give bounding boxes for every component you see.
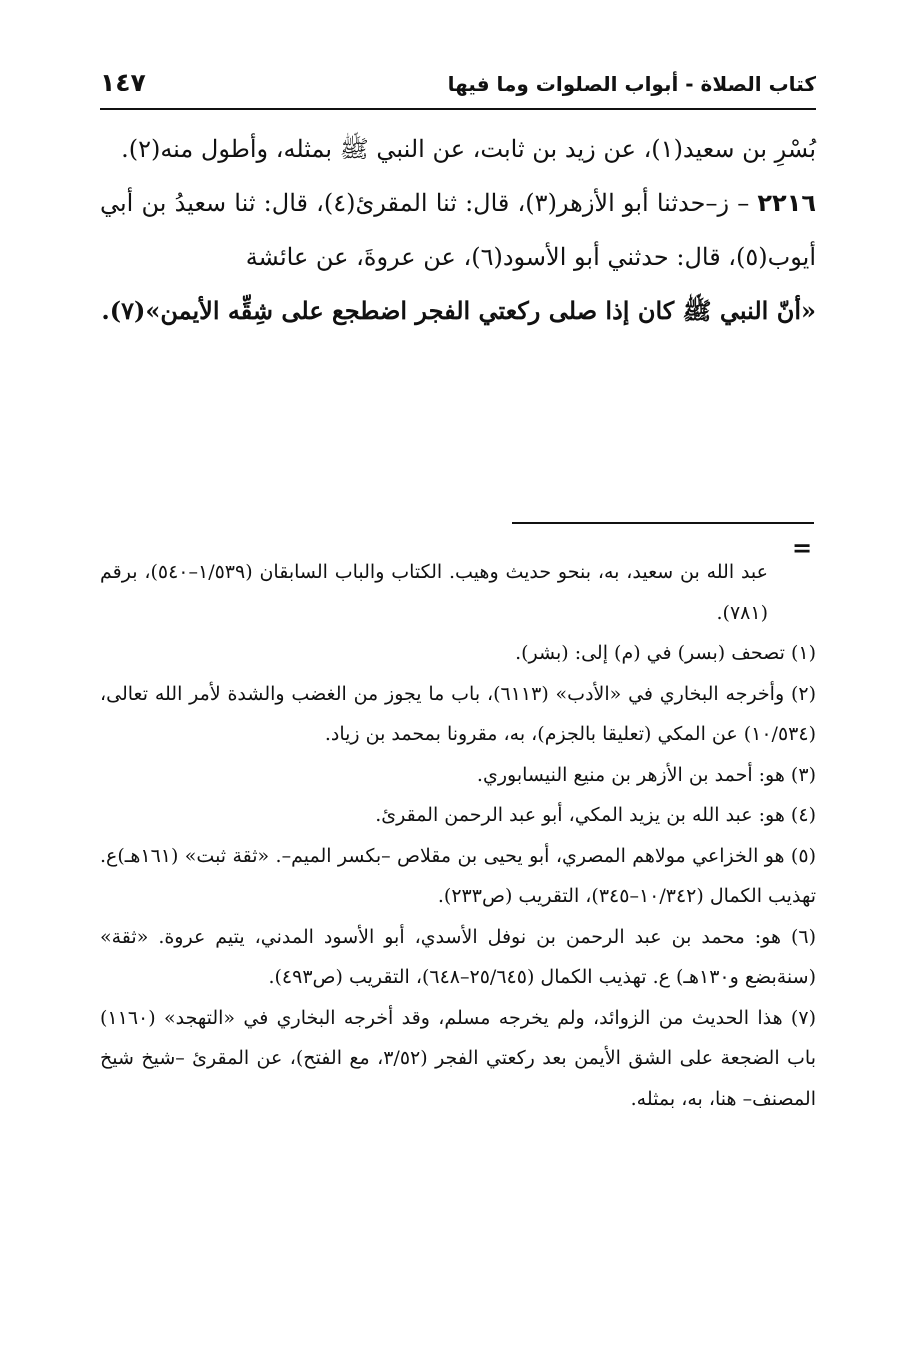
hadith-number: ٢٢١٦ bbox=[757, 189, 816, 217]
header-rule bbox=[100, 108, 816, 110]
footnote-4: (٤) هو: عبد الله بن يزيد المكي، أبو عبد الرحمن المقرئ. bbox=[375, 804, 816, 826]
footnote-3: (٣) هو: أحمد بن الأزهر بن منيع النيسابوري. bbox=[476, 763, 816, 786]
footnote-continuation-mark: = bbox=[792, 534, 813, 562]
page-number: ١٤٧ bbox=[100, 68, 146, 97]
running-header bbox=[100, 68, 816, 108]
hadith-paragraph bbox=[100, 176, 816, 284]
footnote-separator bbox=[512, 522, 814, 524]
footnote-1: (١) تصحف (بسر) في (م) إلى: (بشر). bbox=[515, 642, 816, 664]
running-header-title: كتاب الصلاة - أبواب الصلوات وما فيها bbox=[447, 72, 816, 96]
continued-isnad-line: بُسْرِ بن سعيد(١)، عن زيد بن ثابت، عن النبي ﷺ بمثله، وأطول منه(٢). bbox=[121, 135, 816, 163]
footnote-continued-text: عبد الله بن سعيد، به، بنحو حديث وهيب. الكتاب والباب السابقان (١/٥٣٩–٥٤٠)، برقم (٧٨١). bbox=[100, 561, 768, 624]
hadith-matn: «أنّ النبي ﷺ كان إذا صلى ركعتي الفجر اضطجع على شِقِّه الأيمن»(٧). bbox=[101, 296, 816, 325]
footnote-5: (٥) هو الخزاعي مولاهم المصري، أبو يحيى بن مقلاص –بكسر الميم–. «ثقة ثبت» (١٦١هـ)ع. تهذيب الكمال (١٠/٣٤٢–٣٤٥)، التقريب (ص٢٣٣). bbox=[100, 844, 816, 907]
hadith-isnad: – ز–حدثنا أبو الأزهر(٣)، قال: ثنا المقرئ(٤)، قال: ثنا سعيدُ بن أبي أيوب(٥)، قال: حدثني أبو الأسود(٦)، عن عروةَ، عن عائشة bbox=[100, 189, 816, 271]
footnote-7: (٧) هذا الحديث من الزوائد، ولم يخرجه مسلم، وقد أخرجه البخاري في «التهجد» (١١٦٠) باب الضجعة على الشق الأيمن بعد ركعتي الفجر (٣/٥٢، مع الفتح)، عن المقرئ –شيخ شيخ المصنف– هنا، به، بمثله. bbox=[100, 1006, 816, 1110]
footnote-6: (٦) هو: محمد بن عبد الرحمن بن نوفل الأسدي، أبو الأسود المدني، يتيم عروة. «ثقة» (سنةبضع و١٣٠هـ) ع. تهذيب الكمال (٢٥/٦٤٥–٦٤٨)، التقريب (ص٤٩٣). bbox=[100, 925, 816, 988]
footnotes bbox=[100, 552, 816, 1119]
footnote-2: (٢) وأخرجه البخاري في «الأدب» (٦١١٣)، باب ما يجوز من الغضب والشدة لأمر الله تعالى، (١٠/٥٣٤) عن المكي (تعليقا بالجزم)، به، مقرونا بمحمد بن زياد. bbox=[100, 682, 816, 745]
main-text bbox=[100, 122, 816, 338]
